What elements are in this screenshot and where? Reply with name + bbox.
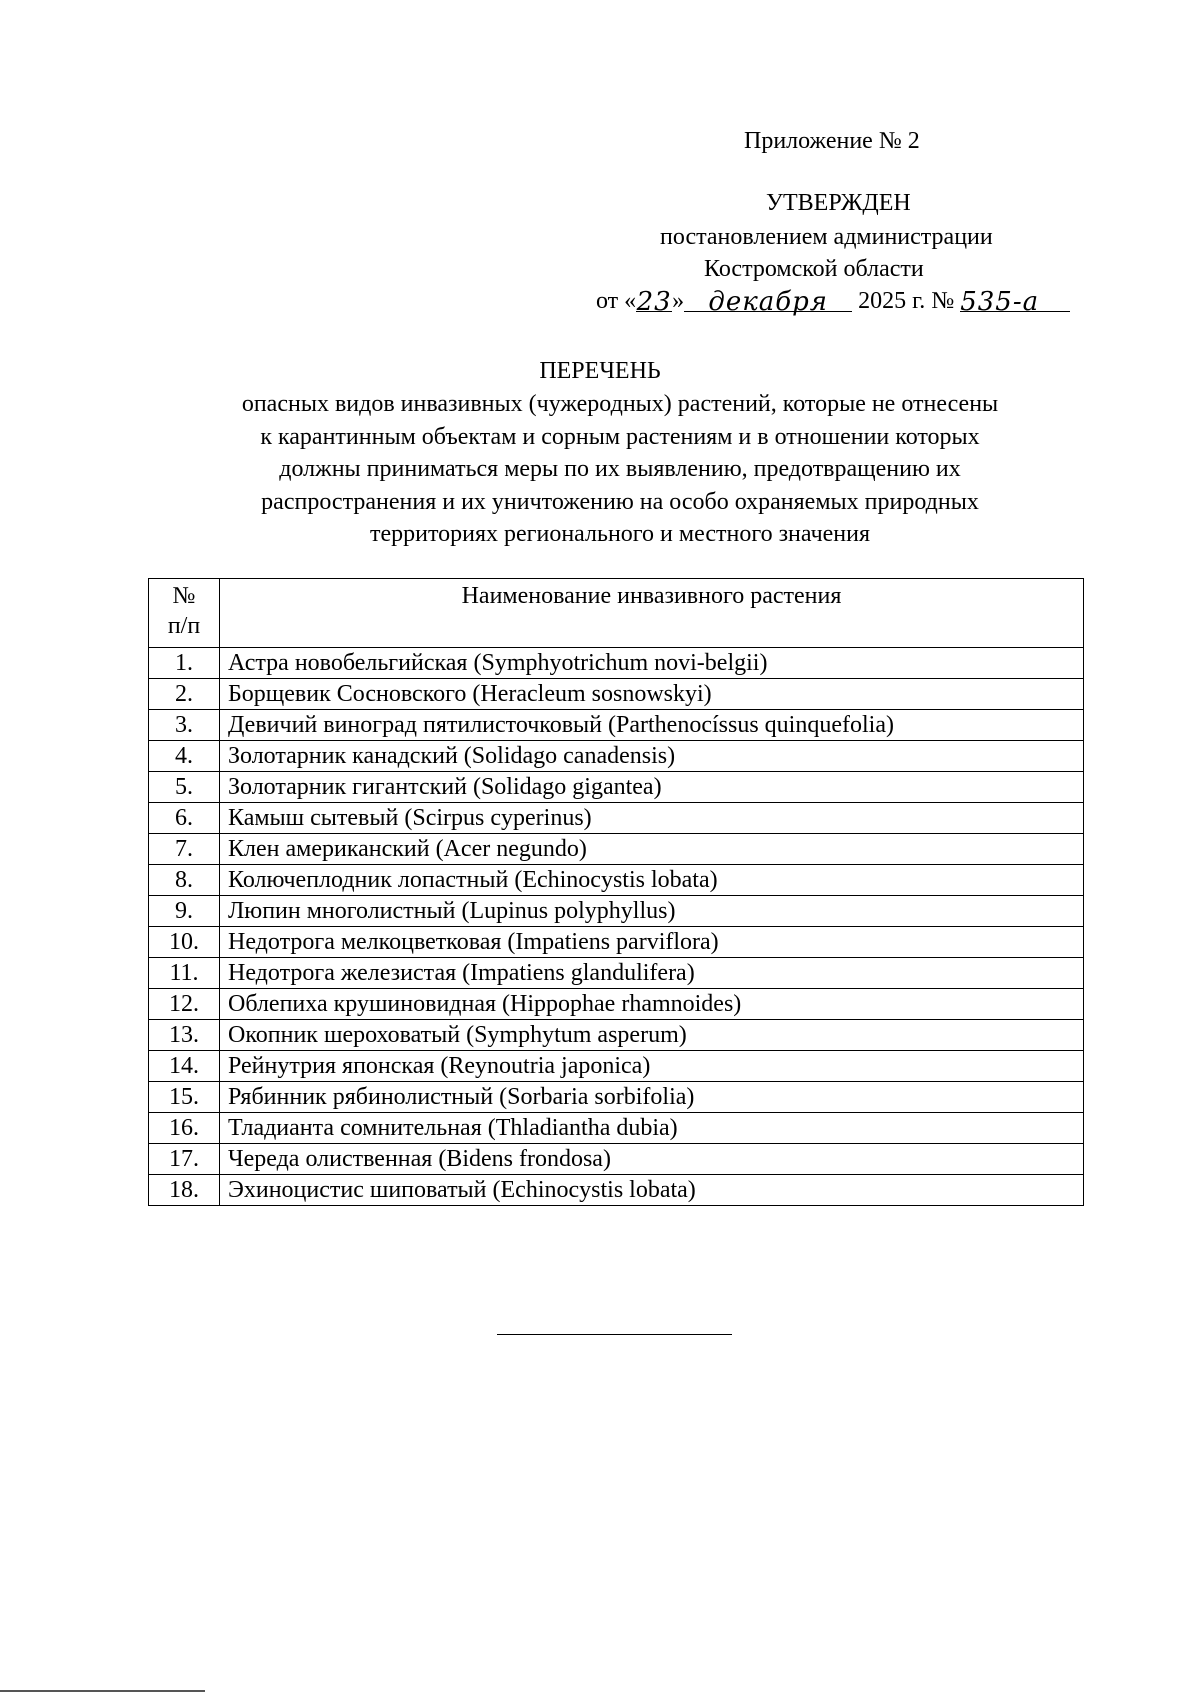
row-number: 14. (149, 1051, 220, 1082)
plant-name: Клен американский (Acer negundo) (220, 834, 1084, 865)
plant-name: Люпин многолистный (Lupinus polyphyllus) (220, 896, 1084, 927)
plant-name: Череда олиственная (Bidens frondosa) (220, 1144, 1084, 1175)
plant-name: Тладианта сомнительная (Thladiantha dubia) (220, 1113, 1084, 1144)
row-number: 15. (149, 1082, 220, 1113)
header-num-abbrev: п/п (167, 613, 201, 639)
approval-authority: постановлением администрации (660, 224, 993, 250)
table-row (149, 648, 1084, 679)
table-row (149, 834, 1084, 865)
subtitle-line: к карантинным объектам и сорным растениям и в отношении которых (260, 423, 980, 450)
document-subtitle (160, 388, 1080, 551)
handwritten-number: 535-а (960, 287, 1040, 317)
table-row (149, 679, 1084, 710)
document-title: ПЕРЕЧЕНЬ (539, 358, 661, 384)
open-quote: « (624, 288, 637, 314)
row-number: 4. (149, 741, 220, 772)
handwritten-month: декабря (708, 287, 828, 317)
row-number: 9. (149, 896, 220, 927)
table-row (149, 772, 1084, 803)
plant-name: Окопник шероховатый (Symphytum asperum) (220, 1020, 1084, 1051)
number-sign: № (931, 288, 955, 314)
close-quote: » (672, 288, 685, 314)
approval-region: Костромской области (704, 256, 924, 282)
row-number: 7. (149, 834, 220, 865)
month-blank (684, 287, 852, 317)
approved-stamp-text: УТВЕРЖДЕН (766, 190, 911, 216)
row-number: 8. (149, 865, 220, 896)
plant-name: Астра новобельгийская (Symphyotrichum novi-belgii) (220, 648, 1084, 679)
header-num-sign: № (172, 583, 196, 609)
subtitle-line: распространения и их уничтожению на особо охраняемых природных (261, 488, 979, 515)
row-number: 1. (149, 648, 220, 679)
plant-name: Колючеплодник лопастный (Echinocystis lobata) (220, 865, 1084, 896)
plant-name: Девичий виноград пятилисточковый (Parthenocíssus quinquefolia) (220, 710, 1084, 741)
row-number: 11. (149, 958, 220, 989)
plant-name: Эхиноцистис шиповатый (Echinocystis lobata) (220, 1175, 1084, 1206)
plant-name: Недотрога железистая (Impatiens glandulifera) (220, 958, 1084, 989)
row-number: 18. (149, 1175, 220, 1206)
invasive-plants-table (148, 578, 1084, 1206)
table-row (149, 1082, 1084, 1113)
table-row (149, 989, 1084, 1020)
table-row (149, 1051, 1084, 1082)
plant-name: Борщевик Сосновского (Heracleum sosnowskyi) (220, 679, 1084, 710)
column-header-number (149, 579, 220, 648)
end-separator-line (497, 1334, 732, 1335)
row-number: 13. (149, 1020, 220, 1051)
table-row (149, 958, 1084, 989)
table-row (149, 1144, 1084, 1175)
day-blank (636, 287, 672, 317)
scan-edge-mark (0, 1690, 205, 1692)
plant-name: Золотарник канадский (Solidago canadensis) (220, 741, 1084, 772)
row-number: 16. (149, 1113, 220, 1144)
table-row (149, 710, 1084, 741)
row-number: 3. (149, 710, 220, 741)
plant-name: Недотрога мелкоцветковая (Impatiens parviflora) (220, 927, 1084, 958)
approval-date-line (596, 286, 1070, 320)
subtitle-line: должны приниматься меры по их выявлению, предотвращению их (279, 456, 961, 482)
row-number: 12. (149, 989, 220, 1020)
row-number: 10. (149, 927, 220, 958)
plant-name: Рябинник рябинолистный (Sorbaria sorbifolia) (220, 1082, 1084, 1113)
subtitle-line: территориях регионального и местного значения (369, 521, 871, 547)
row-number: 5. (149, 772, 220, 803)
subtitle-line: опасных видов инвазивных (чужеродных) растений, которые не отнесены (241, 391, 999, 417)
plant-name: Камыш сытевый (Scirpus cyperinus) (220, 803, 1084, 834)
table-row (149, 1175, 1084, 1206)
plant-name: Облепиха крушиновидная (Hippophae rhamnoides) (220, 989, 1084, 1020)
plant-name: Золотарник гигантский (Solidago gigantea) (220, 772, 1084, 803)
handwritten-day: 23 (636, 287, 672, 317)
row-number: 17. (149, 1144, 220, 1175)
table-header-row (149, 579, 1084, 648)
plant-name: Рейнутрия японская (Reynoutria japonica) (220, 1051, 1084, 1082)
table-row (149, 927, 1084, 958)
table-row (149, 741, 1084, 772)
table-row (149, 803, 1084, 834)
table-row (149, 1020, 1084, 1051)
table-row (149, 896, 1084, 927)
table-row (149, 865, 1084, 896)
year-label: 2025 г. (858, 288, 926, 314)
appendix-label: Приложение № 2 (744, 128, 920, 154)
row-number: 2. (149, 679, 220, 710)
number-blank (960, 287, 1070, 317)
date-prefix: от (596, 288, 619, 314)
table-row (149, 1113, 1084, 1144)
row-number: 6. (149, 803, 220, 834)
column-header-name: Наименование инвазивного растения (220, 579, 1084, 648)
